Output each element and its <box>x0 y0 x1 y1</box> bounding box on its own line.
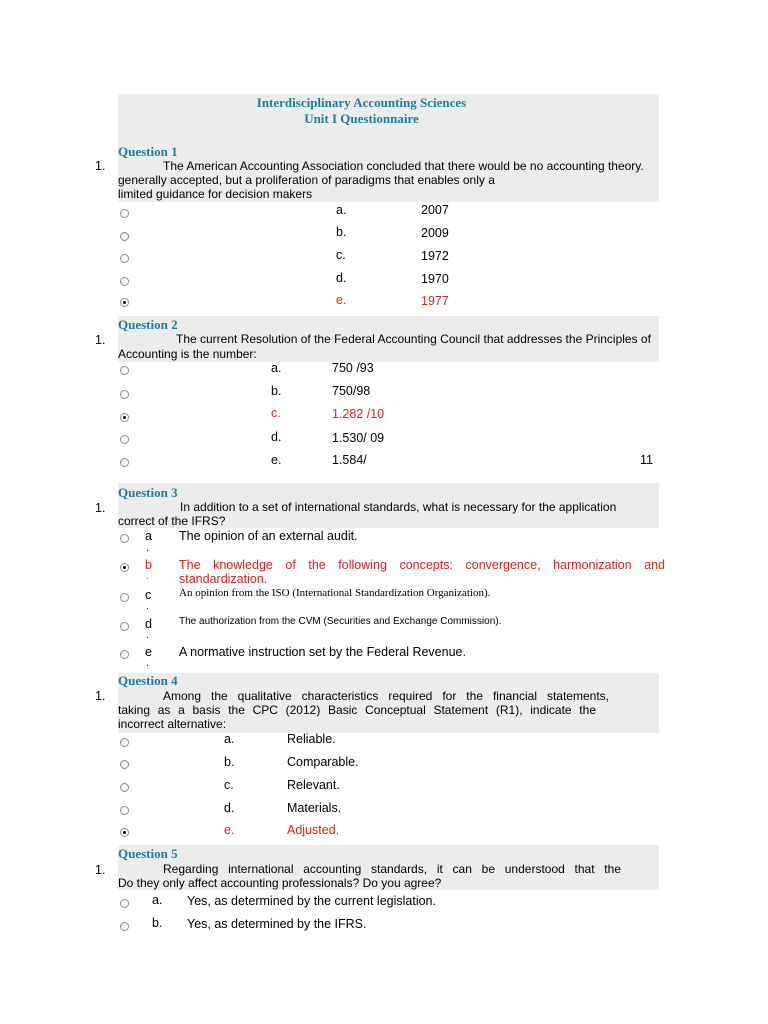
option-text: Relevant. <box>287 778 340 792</box>
page-number: 11 <box>640 453 653 467</box>
option-letter: e. <box>271 453 282 467</box>
option-text: The authorization from the CVM (Securities and Exchange Commission). <box>179 616 502 627</box>
radio-button[interactable] <box>120 760 129 769</box>
radio-button-selected[interactable] <box>120 413 129 422</box>
option-text: Comparable. <box>287 755 359 769</box>
option-letter: b. <box>271 384 282 398</box>
option-text: Materials. <box>287 801 342 815</box>
question-heading: Question 1 <box>118 144 178 159</box>
question-text-line: Do they only affect accounting professionals? Do you agree? <box>118 876 442 890</box>
option-letter: e <box>145 645 152 659</box>
question-number: 1. <box>95 159 106 173</box>
option-letter: c. <box>224 778 234 792</box>
radio-button[interactable] <box>120 650 129 659</box>
option-letter: c. <box>336 248 346 262</box>
option-dot: . <box>146 630 149 641</box>
question-text-line: limited guidance for decision makers <box>118 187 313 201</box>
option-text-line-2: standardization. <box>179 572 268 586</box>
option-text: The knowledge of the following concepts: convergence, harmonization and <box>179 558 665 572</box>
option-text: 1972 <box>421 249 449 263</box>
question-heading: Question 3 <box>118 485 178 500</box>
question-text-line: Among the qualitative characteristics required for the financial statements, <box>163 689 609 703</box>
option-text: 1977 <box>421 294 449 308</box>
option-letter: b. <box>224 755 235 769</box>
option-letter: b <box>145 558 152 572</box>
radio-button[interactable] <box>120 534 129 543</box>
radio-button-selected[interactable] <box>120 828 129 837</box>
option-text: 2009 <box>421 226 449 240</box>
option-text: Yes, as determined by the current legislation. <box>187 894 436 908</box>
option-dot: . <box>146 543 149 554</box>
question-text-line: The current Resolution of the Federal Accounting Council that addresses the Principles of <box>176 332 651 346</box>
option-text: An opinion from the ISO (International Standardization Organization). <box>179 587 491 599</box>
radio-button[interactable] <box>120 254 129 263</box>
question-text-line: In addition to a set of international standards, what is necessary for the application <box>180 500 617 514</box>
option-text: A normative instruction set by the Federal Revenue. <box>179 645 466 659</box>
radio-button[interactable] <box>120 622 129 631</box>
option-letter: d. <box>336 271 347 285</box>
question-number: 1. <box>95 863 106 877</box>
radio-button[interactable] <box>120 738 129 747</box>
document-subtitle: Unit I Questionnaire <box>304 111 419 126</box>
option-letter: d. <box>271 430 282 444</box>
option-text: 1.282 /10 <box>332 407 385 421</box>
radio-button[interactable] <box>120 435 129 444</box>
option-letter: b. <box>152 916 163 930</box>
option-text: Adjusted. <box>287 823 340 837</box>
question-text-line: Regarding international accounting standards, it can be understood that the <box>163 862 621 876</box>
option-letter: d. <box>224 801 235 815</box>
option-letter: c. <box>271 406 281 420</box>
option-text: 1.530/ 09 <box>332 431 385 445</box>
option-text: 750 /93 <box>332 361 374 375</box>
radio-button[interactable] <box>120 458 129 467</box>
option-letter: a <box>145 529 152 543</box>
option-letter: a. <box>152 893 163 907</box>
question-text-line: generally accepted, but a proliferation of paradigms that enables only a <box>118 173 495 187</box>
question-number: 1. <box>95 689 106 703</box>
option-letter: c <box>145 588 152 602</box>
question-text-line: The American Accounting Association concluded that there would be no accounting theory. <box>163 159 644 173</box>
option-text: 750/98 <box>332 384 371 398</box>
option-text: 1.584/ <box>332 453 367 467</box>
radio-button[interactable] <box>120 232 129 241</box>
document-title: Interdisciplinary Accounting Sciences <box>256 95 467 110</box>
question-heading: Question 2 <box>118 317 178 332</box>
option-text: Reliable. <box>287 732 336 746</box>
question-text-line: incorrect alternative: <box>118 717 227 731</box>
option-text: Yes, as determined by the IFRS. <box>187 917 367 931</box>
question-heading: Question 4 <box>118 673 178 688</box>
option-letter: a. <box>336 203 347 217</box>
question-number: 1. <box>95 333 106 347</box>
question-heading: Question 5 <box>118 846 178 861</box>
option-letter: e. <box>336 293 347 307</box>
question-text-line: correct of the IFRS? <box>118 514 226 528</box>
option-dot: . <box>146 601 149 612</box>
radio-button[interactable] <box>120 209 129 218</box>
radio-button[interactable] <box>120 390 129 399</box>
radio-button-selected[interactable] <box>120 563 129 572</box>
option-letter: e. <box>224 823 235 837</box>
option-dot: . <box>146 571 149 582</box>
radio-button[interactable] <box>120 783 129 792</box>
option-letter: a. <box>271 361 282 375</box>
radio-button-selected[interactable] <box>120 298 129 307</box>
question-text-line: taking as a basis the CPC (2012) Basic Conceptual Statement (R1), indicate the <box>118 703 596 717</box>
option-text: 2007 <box>421 203 449 217</box>
radio-button[interactable] <box>120 806 129 815</box>
option-dot: . <box>146 658 149 669</box>
option-text: The opinion of an external audit. <box>179 529 358 543</box>
question-number: 1. <box>95 501 106 515</box>
option-letter: d <box>145 617 152 631</box>
radio-button[interactable] <box>120 593 129 602</box>
radio-button[interactable] <box>120 366 129 375</box>
option-text: 1970 <box>421 272 449 286</box>
option-letter: a. <box>224 732 235 746</box>
question-text-line: Accounting is the number: <box>118 347 257 361</box>
radio-button[interactable] <box>120 922 129 931</box>
radio-button[interactable] <box>120 277 129 286</box>
radio-button[interactable] <box>120 899 129 908</box>
option-letter: b. <box>336 225 347 239</box>
